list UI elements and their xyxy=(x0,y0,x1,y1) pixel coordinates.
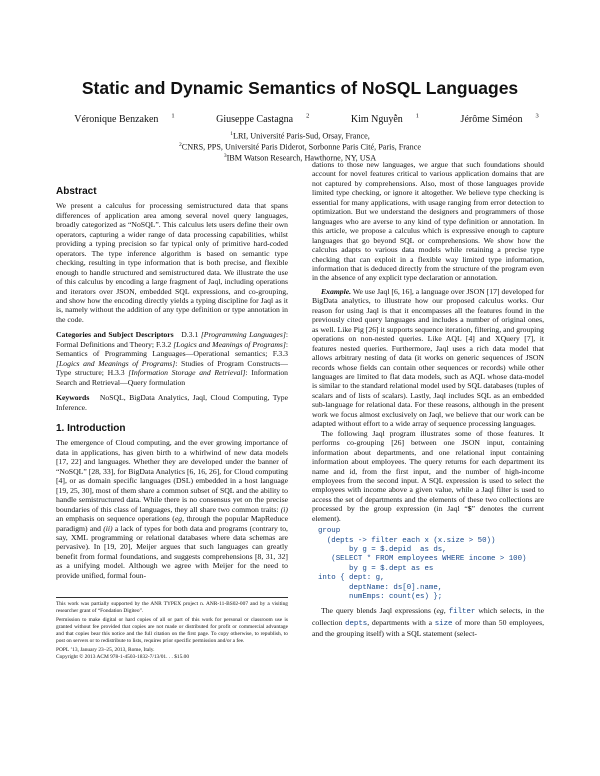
example-paragraph: Example. We use Jaql [6, 16], a language over JSON [17] developed for BigData analytics, to illustrate how our proposed calculus works. Our reason for using Jaql is that it encompasses all the features found in the previously cited query languages and includes a number of original ones, as well. Like Pig [26] it supports sequence iteration, filtering, and grouping operations on non-nested queries. Like AQL [4] and XQuery [7], it features nested queries. Furthermore, Jaql uses a rich data model that allows arbitrary nesting of data (it works on generic sequences of JSON records whose fields can contain other sequences or records) while other languages are limited to flat data models, such as AQL whose data-model is similar to the standard relational model used by SQL databases (tuples of scalars and of lists of scalars). Lastly, Jaql includes SQL as an embedded sub-language for relational data. For these reasons, although in the present work we focus almost exclusively on Jaql, we believe that our work can be adapted without effort to a wide array of sequence processing languages. xyxy=(312,286,544,429)
code-listing: group (depts -> filter each x (x.size > 50)) by g = $.depid as ds, (SELECT * FROM employees WHERE income > 100) by g = $.dept as es into { dept: g, deptName: ds[0].name, numEmps: count(es) }; xyxy=(318,527,527,602)
venue-line: POPL ’13, January 23–25, 2013, Rome, Italy. xyxy=(56,647,155,654)
author: Jérôme Siméon $^3$ xyxy=(460,113,539,126)
body-paragraph: The query blends Jaql expressions (eg, filter which selects, in the collection depts, departments with a size of more than 50 employees, and the grouping itself) with a SQL statement (select- xyxy=(312,606,545,639)
section-heading-introduction: 1. Introduction xyxy=(56,422,126,434)
author-list xyxy=(0,113,600,125)
permission-notice: Permission to make digital or hard copies of all or part of this work for personal or classroom use is granted without fee provided that copies are not made or distributed for profit or commercial advantage and that copies bear this notice and the full citation on the first page. To copy otherwise, to republish, to post on servers or to redistribute to lists, requires prior specific permission and/or a fee. xyxy=(56,617,288,644)
abstract-heading: Abstract xyxy=(56,186,97,197)
affiliation: $^3$IBM Watson Research, Hawthorne, NY, USA xyxy=(223,153,377,163)
paper-title: Static and Dynamic Semantics of NoSQL Languages xyxy=(81,78,519,98)
right-column xyxy=(312,160,544,639)
body-paragraph: The following Jaql program illustrates some of those features. It performs co-grouping [26] between one JSON input, containing information about departments, and one relational input containing information about employees. The query returns for each department its name and id, from the first input, and the number of high-income employees from the second input. A SQL expression is used to select the employees with income above a given value, while a Jaql filter is used to access the set of departments and the elements of these two collections are processed by the group expression (in Jaql “$” denotes the current element). xyxy=(312,428,544,523)
copyright-line: Copyright © 2013 ACM 978-1-4503-1832-7/13/01. . . $15.00 xyxy=(56,653,190,660)
affiliation: $^1$LRI, Université Paris-Sud, Orsay, France, xyxy=(230,131,370,141)
author: Véronique Benzaken $^1$ xyxy=(74,113,175,126)
footnotes xyxy=(56,597,288,661)
body-paragraph: dations to those new languages, we argue that such foundations should account for novel features critical to various application domains that are not captured by comprehensions. Also, most of those languages provide limited type checking, or ignore it altogether. We believe type checking is essential for many applications, with usage ranging from error detection to optimization. But we understand the designers and programmers of those languages who are averse to any kind of type definition or annotation. In this article, we propose a calculus which is expressive enough to capture languages that go beyond SQL or comprehensions. We show how the calculus adapts to various data models while retaining a precise type checking that can exploit in a flexible way limited type information, information that is deduced directly from the structure of the program even in the absence of any explicit type declaration or annotation. xyxy=(312,160,544,283)
abstract-text: We present a calculus for processing semistructured data that spans differences of application area among several novel query languages, broadly categorized as “NoSQL”. This calculus lets users define their own operators, capturing a wider range of data processing capabilities, whilst providing a typing precision so far typical only of primitive hard-coded operators. The type inference algorithm is based on semantic type checking, resulting in type information that is both precise, and flexible enough to handle structured and semistructured data. We illustrate the use of this calculus by encoding a large fragment of Jaql, including operations and iterators over JSON, embedded SQL expressions, and co-grouping, and show how the encoding directly yields a typing discipline for Jaql as it is, namely without the addition of any type definition or type annotation in the code. xyxy=(56,201,288,324)
affiliation: $^2$CNRS, PPS, Université Paris Diderot, Sorbonne Paris Cité, Paris, France xyxy=(179,142,421,152)
keywords-paragraph: Keywords NoSQL, BigData Analytics, Jaql, Cloud Computing, Type Inference. xyxy=(56,393,288,412)
support-footnote: This work was partially supported by the ANR TYPEX project n. ANR-11-BS02-007 and by a visiting researcher grant of “Fondation Digiteo”. xyxy=(56,601,288,614)
author: Giuseppe Castagna $^2$ xyxy=(216,113,310,126)
intro-paragraph: The emergence of Cloud computing, and the ever growing importance of data in applications, has given birth to a whirlwind of new data models [17, 22] and languages. Whether they are developed under the banner of “NoSQL” [28, 33], for BigData Analytics [6, 16, 26], for Cloud computing [4], or as domain specific languages (DSL) embedded in a host language [19, 25, 30], most of them share a common subset of SQL and the ability to handle semistructured data. While there is no consensus yet on the precise boundaries of this class of languages, they all share two common traits: (i) an emphasis on sequence operations (eg, through the popular MapReduce paradigm) and (ii) a lack of types for both data and programs (contrary to, say, XML programming or relational databases where data schemas are pervasive). In [19, 20], Meijer argues that such languages can greatly benefit from formal foundations, and suggests comprehensions [8, 31, 32] as a unifying model. Although we agree with Meijer for the need to provide unified, formal foun- xyxy=(56,438,289,580)
author: Kim Nguyễn $^1$ xyxy=(350,113,420,126)
categories-paragraph: Categories and Subject Descriptors D.3.1 [Programming Languages]: Formal Definitions and Theory; F.3.2 [Logics and Meanings of Programs]: Semantics of Programming Languages—Operational semantics; F.3.3 [Logics and Meanings of Programs]: Studies of Program Constructs—Type structure; H.3.3 [Information Storage and Retrieval]: Information Search and Retrieval—Query formulation xyxy=(56,330,289,387)
left-column xyxy=(56,187,288,580)
